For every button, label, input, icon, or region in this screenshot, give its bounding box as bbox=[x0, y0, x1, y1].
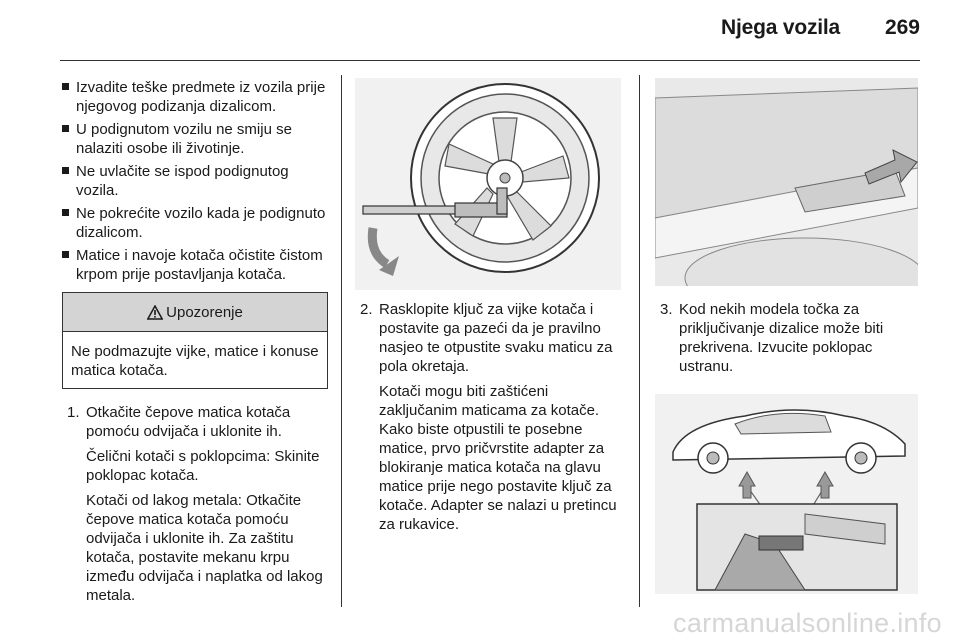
bullet-item: Matice i navoje kotača očistite čistom krpom prije postavljanja kotača. bbox=[62, 246, 328, 284]
warning-box bbox=[62, 292, 328, 389]
warning-text: Ne podmazujte vijke, matice i konuse matica kotača. bbox=[71, 343, 319, 379]
column-divider-2 bbox=[639, 75, 640, 607]
column-3 bbox=[655, 78, 925, 594]
bullet-item: Ne pokrećite vozilo kada je podignuto dizalicom. bbox=[62, 204, 328, 242]
watermark-link[interactable]: carmanualsonline.info bbox=[673, 608, 942, 638]
step-paragraph: Kotači mogu biti zaštićeni zaključanim maticama za kotače. Kako biste otpustili te posebne matice, prvo pričvrstite adapter za blokiranje matica kotača na glavu matice prije nego postavite ključ za kotače. Adapter se nalazi u pretincu za rukavice. bbox=[379, 383, 617, 533]
step-paragraph: Čelični kotači s poklopcima: Skinite poklopac kotača. bbox=[86, 448, 320, 484]
bullet-item: U podignutom vozilu ne smiju se nalaziti osobe ili životinje. bbox=[62, 120, 328, 158]
step-3 bbox=[655, 300, 925, 376]
step-paragraph: Kotači od lakog metala: Otkačite čepove matica kotača pomoću odvijača i uklonite ih. Za zaštitu kotača, postavite mekanu krpu između odvijača i naplatka od lakog metala. bbox=[86, 492, 323, 604]
warning-header bbox=[63, 293, 327, 332]
wheel-wrench-illustration bbox=[355, 78, 621, 290]
jack-point-cover-illustration bbox=[655, 78, 918, 286]
bullet-item: Ne uvlačite se ispod podignutog vozila. bbox=[62, 162, 328, 200]
page-number: 269 bbox=[884, 16, 920, 39]
step-paragraph: Kod nekih modela točka za priključivanje dizalice može biti prekrivena. Izvucite poklopac ustranu. bbox=[679, 301, 884, 375]
wheel-wrench-drawing bbox=[355, 78, 621, 290]
car-jack-drawing bbox=[655, 394, 918, 594]
car-jack-points-illustration bbox=[655, 394, 918, 594]
safety-bullet-list bbox=[62, 78, 328, 284]
section-title: Njega vozila bbox=[721, 16, 840, 39]
column-divider-1 bbox=[341, 75, 342, 607]
step-1 bbox=[62, 403, 328, 605]
step-paragraph: Rasklopite ključ za vijke kotača i postavite ga pazeći da je pravilno nasjeo te otpustite svaku maticu za pola okretaja. bbox=[379, 301, 613, 375]
step-number: 3. bbox=[660, 301, 673, 318]
page-header bbox=[60, 0, 920, 61]
warning-title: Upozorenje bbox=[166, 303, 243, 321]
underbody-drawing bbox=[655, 78, 918, 286]
bullet-item: Izvadite teške predmete iz vozila prije njegovog podizanja dizalicom. bbox=[62, 78, 328, 116]
column-2 bbox=[355, 78, 625, 540]
step-2 bbox=[355, 300, 625, 534]
warning-triangle-icon bbox=[147, 305, 163, 320]
step-paragraph: Otkačite čepove matica kotača pomoću odvijača i uklonite ih. bbox=[86, 404, 291, 440]
step-number: 2. bbox=[360, 301, 373, 318]
column-1 bbox=[62, 78, 328, 611]
step-number: 1. bbox=[67, 404, 80, 421]
